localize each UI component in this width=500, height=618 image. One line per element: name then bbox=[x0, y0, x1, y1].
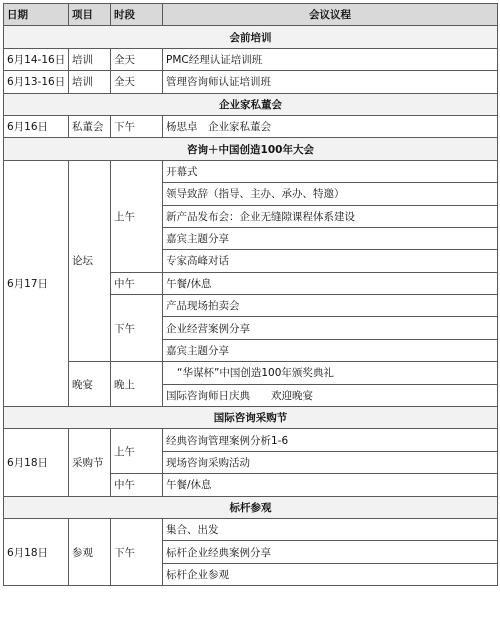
time-cell: 上午 bbox=[111, 429, 163, 474]
time-cell: 全天 bbox=[111, 48, 163, 70]
section-title-conference: 咨询＋中国创造100年大会 bbox=[4, 138, 498, 160]
agenda-cell: 标杆企业参观 bbox=[163, 563, 498, 585]
table-row bbox=[4, 48, 498, 70]
agenda-table bbox=[3, 3, 498, 586]
date-cell: 6月18日 bbox=[4, 518, 69, 585]
agenda-cell: 现场咨询采购活动 bbox=[163, 451, 498, 473]
section-title-procurement: 国际咨询采购节 bbox=[4, 407, 498, 429]
item-cell: 参观 bbox=[69, 518, 111, 585]
table-row bbox=[4, 160, 498, 182]
time-cell: 下午 bbox=[111, 518, 163, 585]
time-cell: 下午 bbox=[111, 115, 163, 137]
header-time: 时段 bbox=[111, 4, 163, 26]
header-agenda: 会议议程 bbox=[163, 4, 498, 26]
agenda-cell: 管理咨询师认证培训班 bbox=[163, 71, 498, 93]
item-cell: 采购节 bbox=[69, 429, 111, 496]
table-row bbox=[4, 362, 498, 384]
item-cell: 晚宴 bbox=[69, 362, 111, 407]
section-title-benchmark: 标杆参观 bbox=[4, 496, 498, 518]
header-date: 日期 bbox=[4, 4, 69, 26]
section-title-pre-training: 会前培训 bbox=[4, 26, 498, 48]
section-row bbox=[4, 26, 498, 48]
agenda-cell: 杨思卓 企业家私董会 bbox=[163, 115, 498, 137]
time-cell: 晚上 bbox=[111, 362, 163, 407]
agenda-cell: PMC经理认证培训班 bbox=[163, 48, 498, 70]
time-cell: 下午 bbox=[111, 295, 163, 362]
section-row bbox=[4, 138, 498, 160]
section-row bbox=[4, 407, 498, 429]
agenda-cell: 午餐/休息 bbox=[163, 474, 498, 496]
table-row bbox=[4, 518, 498, 540]
agenda-cell: 产品现场拍卖会 bbox=[163, 295, 498, 317]
agenda-cell: 国际咨询师日庆典 欢迎晚宴 bbox=[163, 384, 498, 406]
table-row bbox=[4, 71, 498, 93]
date-cell: 6月13-16日 bbox=[4, 71, 69, 93]
date-cell: 6月14-16日 bbox=[4, 48, 69, 70]
agenda-cell: 经典咨询管理案例分析1-6 bbox=[163, 429, 498, 451]
date-cell: 6月16日 bbox=[4, 115, 69, 137]
time-cell: 中午 bbox=[111, 272, 163, 294]
time-cell: 上午 bbox=[111, 160, 163, 272]
agenda-cell: 嘉宾主题分享 bbox=[163, 227, 498, 249]
agenda-cell: 午餐/休息 bbox=[163, 272, 498, 294]
agenda-cell: 领导致辞（指导、主办、承办、特邀） bbox=[163, 183, 498, 205]
item-cell: 论坛 bbox=[69, 160, 111, 362]
header-row bbox=[4, 4, 498, 26]
agenda-cell: 集合、出发 bbox=[163, 518, 498, 540]
date-cell: 6月17日 bbox=[4, 160, 69, 406]
agenda-cell: 新产品发布会：企业无缝隙课程体系建设 bbox=[163, 205, 498, 227]
agenda-cell: 嘉宾主题分享 bbox=[163, 339, 498, 361]
section-title-private-board: 企业家私董会 bbox=[4, 93, 498, 115]
section-row bbox=[4, 496, 498, 518]
time-cell: 全天 bbox=[111, 71, 163, 93]
header-item: 项目 bbox=[69, 4, 111, 26]
table-row bbox=[4, 115, 498, 137]
item-cell: 私董会 bbox=[69, 115, 111, 137]
agenda-cell: “华谋杯”中国创造100年颁奖典礼 bbox=[163, 362, 498, 384]
section-row bbox=[4, 93, 498, 115]
table-row bbox=[4, 429, 498, 451]
agenda-cell: 标杆企业经典案例分享 bbox=[163, 541, 498, 563]
agenda-cell: 企业经营案例分享 bbox=[163, 317, 498, 339]
date-cell: 6月18日 bbox=[4, 429, 69, 496]
item-cell: 培训 bbox=[69, 71, 111, 93]
agenda-cell: 专家高峰对话 bbox=[163, 250, 498, 272]
item-cell: 培训 bbox=[69, 48, 111, 70]
time-cell: 中午 bbox=[111, 474, 163, 496]
agenda-cell: 开幕式 bbox=[163, 160, 498, 182]
